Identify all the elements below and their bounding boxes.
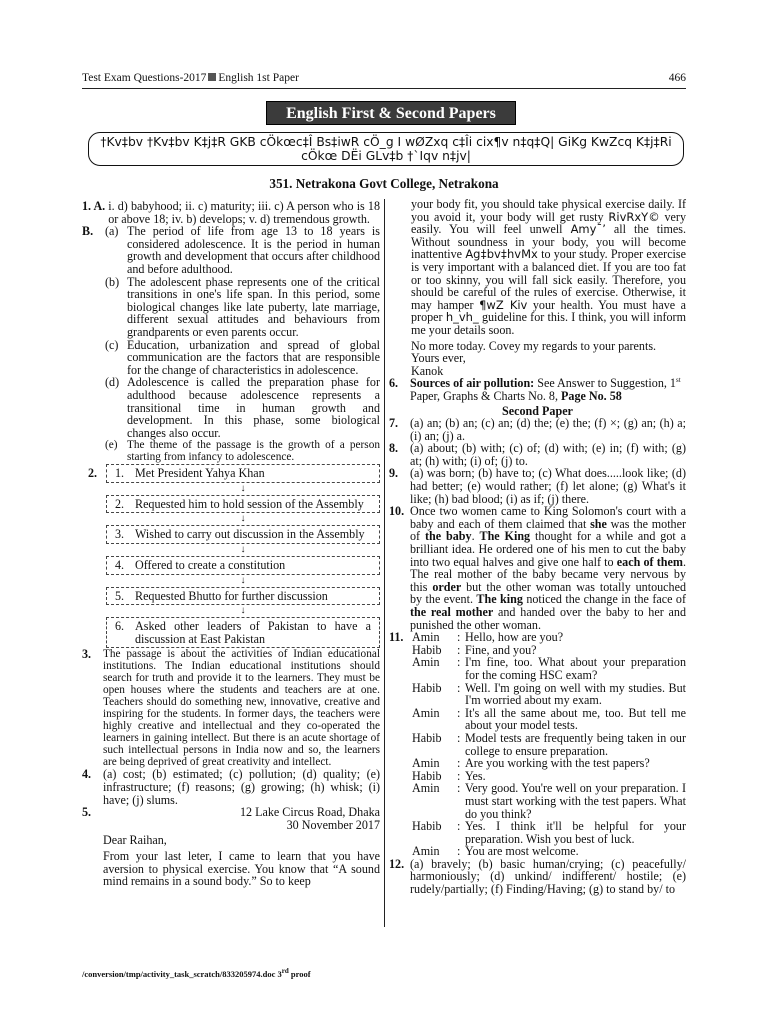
flow-step: 6. Asked other leaders of Pakistan to have a discussion at East Pakistan [106, 617, 380, 648]
file-path-footer: /conversion/tmp/activity_task_scratch/833205974.doc 3rd proof [82, 967, 311, 979]
running-header [82, 72, 686, 88]
list-item: (c) Education, urbanization and spread of global communication are the factors that are responsible for the change of characteristics in adolescence. [105, 337, 380, 377]
arrow-down-icon: ↓ [240, 544, 246, 556]
dialogue-line: Amin : Very good. You're well on your preparation. I must start working with the test papers. What do you think? [412, 781, 686, 821]
letter-body: From your last leter, I came to learn that you have aversion to physical exercise. You know that “A sound mind remains in a sound body.” So to keep [103, 849, 380, 889]
answer-5-letter: 5. 12 Lake Circus Road, Dhaka 30 November 2017 Dear Raihan, From your last leter, I came to learn that you have aversion to physical exercise. You know that “A sound mind remains in a sound body.” So to keep [82, 805, 380, 889]
answer-12: 12. (a) bravely; (b) basic human/crying; (c) peacefully/ harmoniously; (d) unkind/ indifferent/ hostile; (e) rudely/partially; (f) Finding/Having; (g) to stand by/ to [389, 856, 686, 897]
answer-text: i. d) babyhood; ii. c) maturity; iii. c) A person who is 18 or above 18; iv. b) develops; v. d) tremendous growth. [108, 199, 380, 226]
dialogue-line: Habib : Fine, and you? [412, 642, 537, 657]
arrow-down-icon: ↓ [240, 605, 246, 617]
letter-date: 30 November 2017 [286, 817, 380, 832]
answer-8: 8. (a) about; (b) with; (c) of; (d) with; (e) in; (f) with; (g) at; (h) with; (i) of; (j) to. [389, 441, 686, 468]
left-column [82, 200, 380, 888]
flow-step: 4. Offered to create a constitution [106, 556, 380, 575]
dialogue-line: Amin : I'm fine, too. What about your preparation for the coming HSC exam? [412, 655, 686, 682]
dialogue-line: Amin : You are most welcome. [412, 844, 579, 859]
letter-signature: Kanok [411, 363, 444, 378]
answer-11-dialogue: 11. Amin : Hello, how are you? Habib : Fine, and you? Amin : I'm fine, too. What about your preparation for the coming HSC exam? Habib : Well. I'm going on well with my studies. But I'm worried about my exam. Amin : It's all the same about me, too. But tell me about your model tests. Habib : Model tests are frequently being taken in our college to ensure preparation. Amin : Are you working with the test papers? Habib : Yes. Amin : Very good. You're well on your preparation. I must start working with the test papers. What do you think? Habib : Yes. I think it'll be helpful for your preparation. Wish you best of luck. Amin : You are most welcome. [389, 630, 686, 859]
square-icon [208, 73, 216, 81]
answer-2-flowchart [82, 464, 380, 648]
bangla-note-box: †Kv‡bv †Kv‡bv K‡j‡R GKB cÖkœc‡Î Bs‡iwR cÖ_g I wØZxq c‡Îi cix¶v n‡q‡Q| GiKg KwZcq K‡j‡Ri cÖkœ DËi GLv‡b †`Iqv n‡jv| [88, 132, 684, 166]
letter-greeting: Dear Raihan, [103, 833, 167, 848]
header-left: Test Exam Questions-2017 [82, 72, 207, 84]
arrow-down-icon: ↓ [240, 513, 246, 525]
dialogue-line: Amin : It's all the same about me, too. But tell me about your model tests. [412, 705, 686, 733]
list-item: (b) The adolescent phase represents one of the critical transitions in one's life span. In this period, some biological changes like late puberty, late marriage, different sexual attitudes and behaviours from grandparents or even parents occur. [105, 274, 380, 339]
q-sub: A. [93, 199, 106, 213]
answer-6: 6. Sources of air pollution: See Answer to Suggestion, 1st Paper, Graphs & Charts No. 8, Page No. 58 [389, 376, 681, 403]
header-left2: English 1st Paper [218, 72, 299, 84]
letter-body-continued: your body fit, you should take physical exercise daily. If you avoid it, your body will get rusty RivRxY© very easily. You will feel unwell Amy¯’ all the times. Without soundness in your body, you will become inattentive Ag‡bv‡hvMx to your study. Proper exercise is very important with a balanced diet. If you are too fat or too skinny, you will fall sick easily. Therefore, you should be careful of the rules of exercise. Otherwise, it may hamper ¶wZ Kiv your health. You must have a proper h_vh_ guideline for this. I think, you will inform me your details soon. [411, 197, 687, 337]
dialogue-line: Habib : Yes. I think it'll be helpful for your preparation. Wish you best of luck. [412, 819, 686, 846]
dialogue-line: Amin : Are you working with the test papers? [412, 756, 650, 771]
q-number: 1. [82, 199, 92, 213]
answer-10: 10. Once two women came to King Solomon's court with a baby and each of them claimed that she was the mother of the baby. The King thought for a while and got a brilliant idea. He ordered one of his men to cut the baby into two equal halves and give one half to each of them. The real mother of the baby became very nervous by this order but the other woman was totally untouched by the event. The king noticed the change in the face of the real mother and handed over the baby to her and punished the other woman. [389, 504, 687, 632]
flow-step: 1. Met President Yahya Khan [106, 464, 380, 483]
page-title: English First & Second Papers [266, 101, 516, 125]
dialogue-line: Habib : Model tests are frequently being taken in our college to ensure preparation. [412, 730, 686, 758]
flow-step: 2. Requested him to hold session of the Assembly [106, 495, 380, 514]
letter-address: 12 Lake Circus Road, Dhaka [239, 805, 380, 820]
section-heading: Second Paper [502, 403, 573, 418]
page-number: 466 [668, 72, 686, 84]
letter-signoff: Yours ever, [411, 351, 466, 366]
flow-step: 5. Requested Bhutto for further discussion [106, 587, 380, 606]
q-sub: B. [82, 224, 94, 239]
list-item: (e) The theme of the passage is the growth of a person starting from infancy to adolescence. [105, 439, 380, 464]
answer-3: 3. The passage is about the activities of Indian educational institutions. The Indian educational institutions should search for truth and provide it to the learners. They must be open houses where the students and teachers are at one. Teachers should do something new, innovative, creative and inspiring for the students. In former days, the teachers were highly creative and intellectual and they co-operated the learners in gaining intellect. But there is an acute shortage of such intellectual persons in India now and so, the learners are being deprived of great creativity and intellect. [82, 647, 380, 769]
list-item: (d) Adolescence is called the preparation phase for adulthood because adolescence represents a transitional time in human growth and development. In this phase, some biological changes also occur. [105, 375, 380, 440]
answer-1a [82, 200, 380, 225]
column-divider [384, 199, 385, 927]
arrow-down-icon: ↓ [240, 482, 246, 494]
answer-7: 7. (a) an; (b) an; (c) an; (d) the; (e) the; (f) ×; (g) an; (h) a; (i) an; (j) a. [389, 416, 686, 443]
arrow-down-icon: ↓ [240, 574, 246, 586]
letter-closing-line: No more today. Covey my regards to your parents. [411, 338, 657, 353]
college-heading: 351. Netrakona Govt College, Netrakona [269, 176, 499, 191]
q-number: 2. [88, 466, 98, 481]
dialogue-line: Amin : Hello, how are you? [412, 630, 564, 645]
answer-9: 9. (a) was born; (b) have to; (c) What does.....look like; (d) had better; (e) would rather; (f) let alone; (g) What's it like; (h) bad blood; (i) as if; (j) there. [389, 466, 686, 506]
answer-4: 4. (a) cost; (b) estimated; (c) pollution; (d) quality; (e) infrastructure; (f) reasons; (g) growing; (h) whisk; (i) have; (j) slums. [82, 767, 380, 807]
list-item: (a) The period of life from age 13 to 18 years is considered adolescence. It is the period in human growth and development that occurs after childhood and before adulthood. [105, 224, 380, 276]
flow-step: 3. Wished to carry out discussion in the Assembly [106, 525, 380, 544]
answer-1b [82, 225, 380, 463]
header-rule [82, 88, 686, 89]
dialogue-line: Habib : Yes. [412, 768, 486, 783]
right-column [389, 198, 686, 896]
dialogue-line: Habib : Well. I'm going on well with my studies. But I'm worried about my exam. [412, 680, 686, 708]
